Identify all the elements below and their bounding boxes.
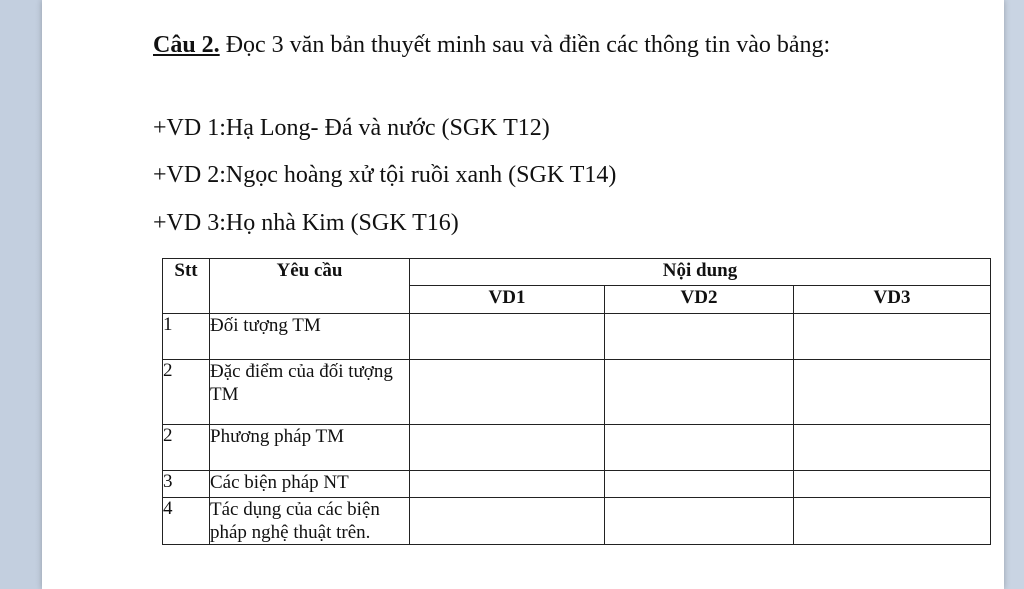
header-requirement: Yêu cầu	[210, 259, 410, 314]
cell-vd3[interactable]	[794, 471, 991, 498]
cell-vd2[interactable]	[605, 471, 794, 498]
row-requirement: Đặc điểm của đối tượng TM	[210, 360, 410, 425]
row-stt: 1	[163, 314, 210, 360]
table-row	[163, 360, 991, 425]
info-table	[162, 258, 991, 545]
cell-vd3[interactable]	[794, 425, 991, 471]
row-requirement: Đối tượng TM	[210, 314, 410, 360]
cell-vd1[interactable]	[410, 425, 605, 471]
header-vd2: VD2	[605, 286, 794, 314]
table-row	[163, 498, 991, 545]
document-page	[42, 0, 1004, 589]
row-stt: 3	[163, 471, 210, 498]
cell-vd2[interactable]	[605, 314, 794, 360]
question-text: Đọc 3 văn bản thuyết minh sau và điền các thông tin vào bảng:	[219, 32, 831, 58]
question-paragraph	[153, 29, 873, 62]
header-stt: Stt	[163, 259, 210, 314]
header-content: Nội dung	[410, 259, 991, 286]
row-stt: 2	[163, 425, 210, 471]
row-stt: 2	[163, 360, 210, 425]
cell-vd1[interactable]	[410, 314, 605, 360]
header-vd3: VD3	[794, 286, 991, 314]
cell-vd2[interactable]	[605, 425, 794, 471]
cell-vd1[interactable]	[410, 360, 605, 425]
cell-vd2[interactable]	[605, 498, 794, 545]
question-label: Câu 2.	[153, 32, 220, 58]
row-requirement: Tác dụng của các biện pháp nghệ thuật trên.	[210, 498, 410, 545]
cell-vd3[interactable]	[794, 314, 991, 360]
cell-vd3[interactable]	[794, 498, 991, 545]
source-line-1: +VD 1:Hạ Long- Đá và nước (SGK T12)	[153, 115, 550, 141]
cell-vd1[interactable]	[410, 498, 605, 545]
table-row	[163, 425, 991, 471]
row-requirement: Phương pháp TM	[210, 425, 410, 471]
row-stt: 4	[163, 498, 210, 545]
row-requirement: Các biện pháp NT	[210, 471, 410, 498]
cell-vd3[interactable]	[794, 360, 991, 425]
source-line-3: +VD 3:Họ nhà Kim (SGK T16)	[153, 210, 459, 236]
table-row	[163, 314, 991, 360]
table-row	[163, 471, 991, 498]
cell-vd2[interactable]	[605, 360, 794, 425]
source-line-2: +VD 2:Ngọc hoàng xử tội ruồi xanh (SGK T14)	[153, 162, 617, 188]
cell-vd1[interactable]	[410, 471, 605, 498]
header-vd1: VD1	[410, 286, 605, 314]
